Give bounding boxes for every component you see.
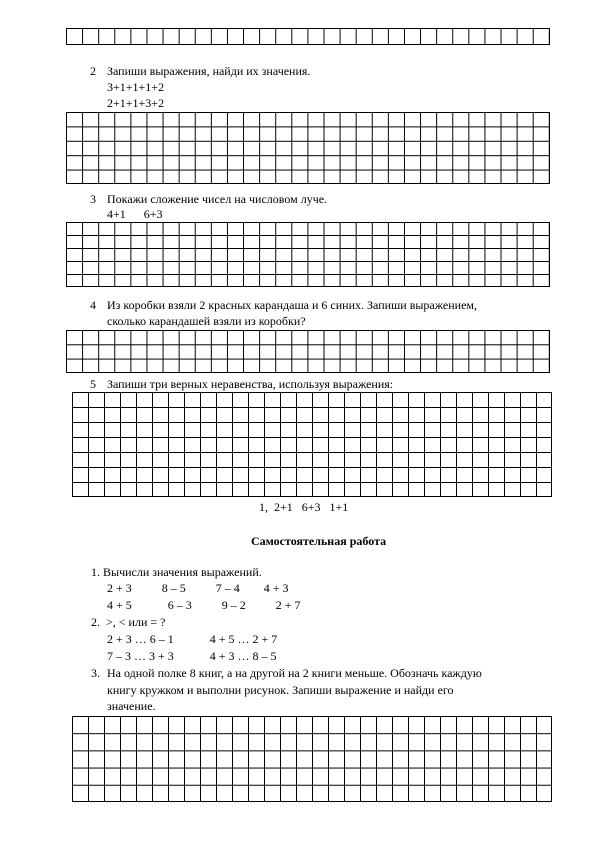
work-q2-label: 2. >, < или = ? (91, 615, 166, 629)
answer-grid-task2 (66, 112, 550, 184)
work-q1-row-2: 4 + 5 6 – 3 9 – 2 2 + 7 (107, 598, 301, 612)
task2-instruction: Запиши выражения, найди их значения. (107, 64, 311, 78)
task4-number: 4 (90, 298, 96, 312)
work-q1-label: 1. Вычисли значения выражений. (91, 565, 262, 579)
task3-expressions: 4+1 6+3 (107, 207, 163, 221)
task4-line-2: сколько карандашей взяли из коробки? (107, 314, 306, 328)
task5-instruction: Запиши три верных неравенства, используя выражения: (107, 377, 394, 391)
work-q2-row-2: 7 – 3 … 3 + 3 4 + 3 … 8 – 5 (107, 649, 277, 663)
work-q1-row-1: 2 + 3 8 – 5 7 – 4 4 + 3 (107, 581, 289, 595)
task5-number: 5 (90, 377, 96, 391)
work-q3-line-3: значение. (107, 699, 156, 713)
task2-number: 2 (90, 64, 96, 78)
work-q3-line-1: На одной полке 8 книг, а на другой на 2 книги меньше. Обозначь каждую (107, 666, 482, 680)
section-title: Самостоятельная работа (251, 534, 387, 548)
task3-instruction: Покажи сложение чисел на числовом луче. (107, 192, 328, 206)
task2-expression-1: 3+1+1+1+2 (107, 80, 165, 94)
answer-grid-task4 (66, 330, 550, 373)
answer-grid-q3 (72, 716, 552, 802)
task2-expression-2: 2+1+1+3+2 (107, 96, 165, 110)
work-q3-line-2: книгу кружком и выполни рисунок. Запиши выражение и найди его (107, 683, 454, 697)
answer-grid-task5 (72, 392, 552, 497)
answer-grid-top (66, 28, 550, 45)
task5-expressions: 1, 2+1 6+3 1+1 (259, 500, 349, 514)
work-q3-number: 3. (91, 666, 100, 680)
task3-number: 3 (90, 192, 96, 206)
answer-grid-task3 (66, 222, 550, 287)
work-q2-row-1: 2 + 3 … 6 – 1 4 + 5 … 2 + 7 (107, 632, 278, 646)
task4-line-1: Из коробки взяли 2 красных карандаша и 6 синих. Запиши выражением, (107, 298, 477, 312)
